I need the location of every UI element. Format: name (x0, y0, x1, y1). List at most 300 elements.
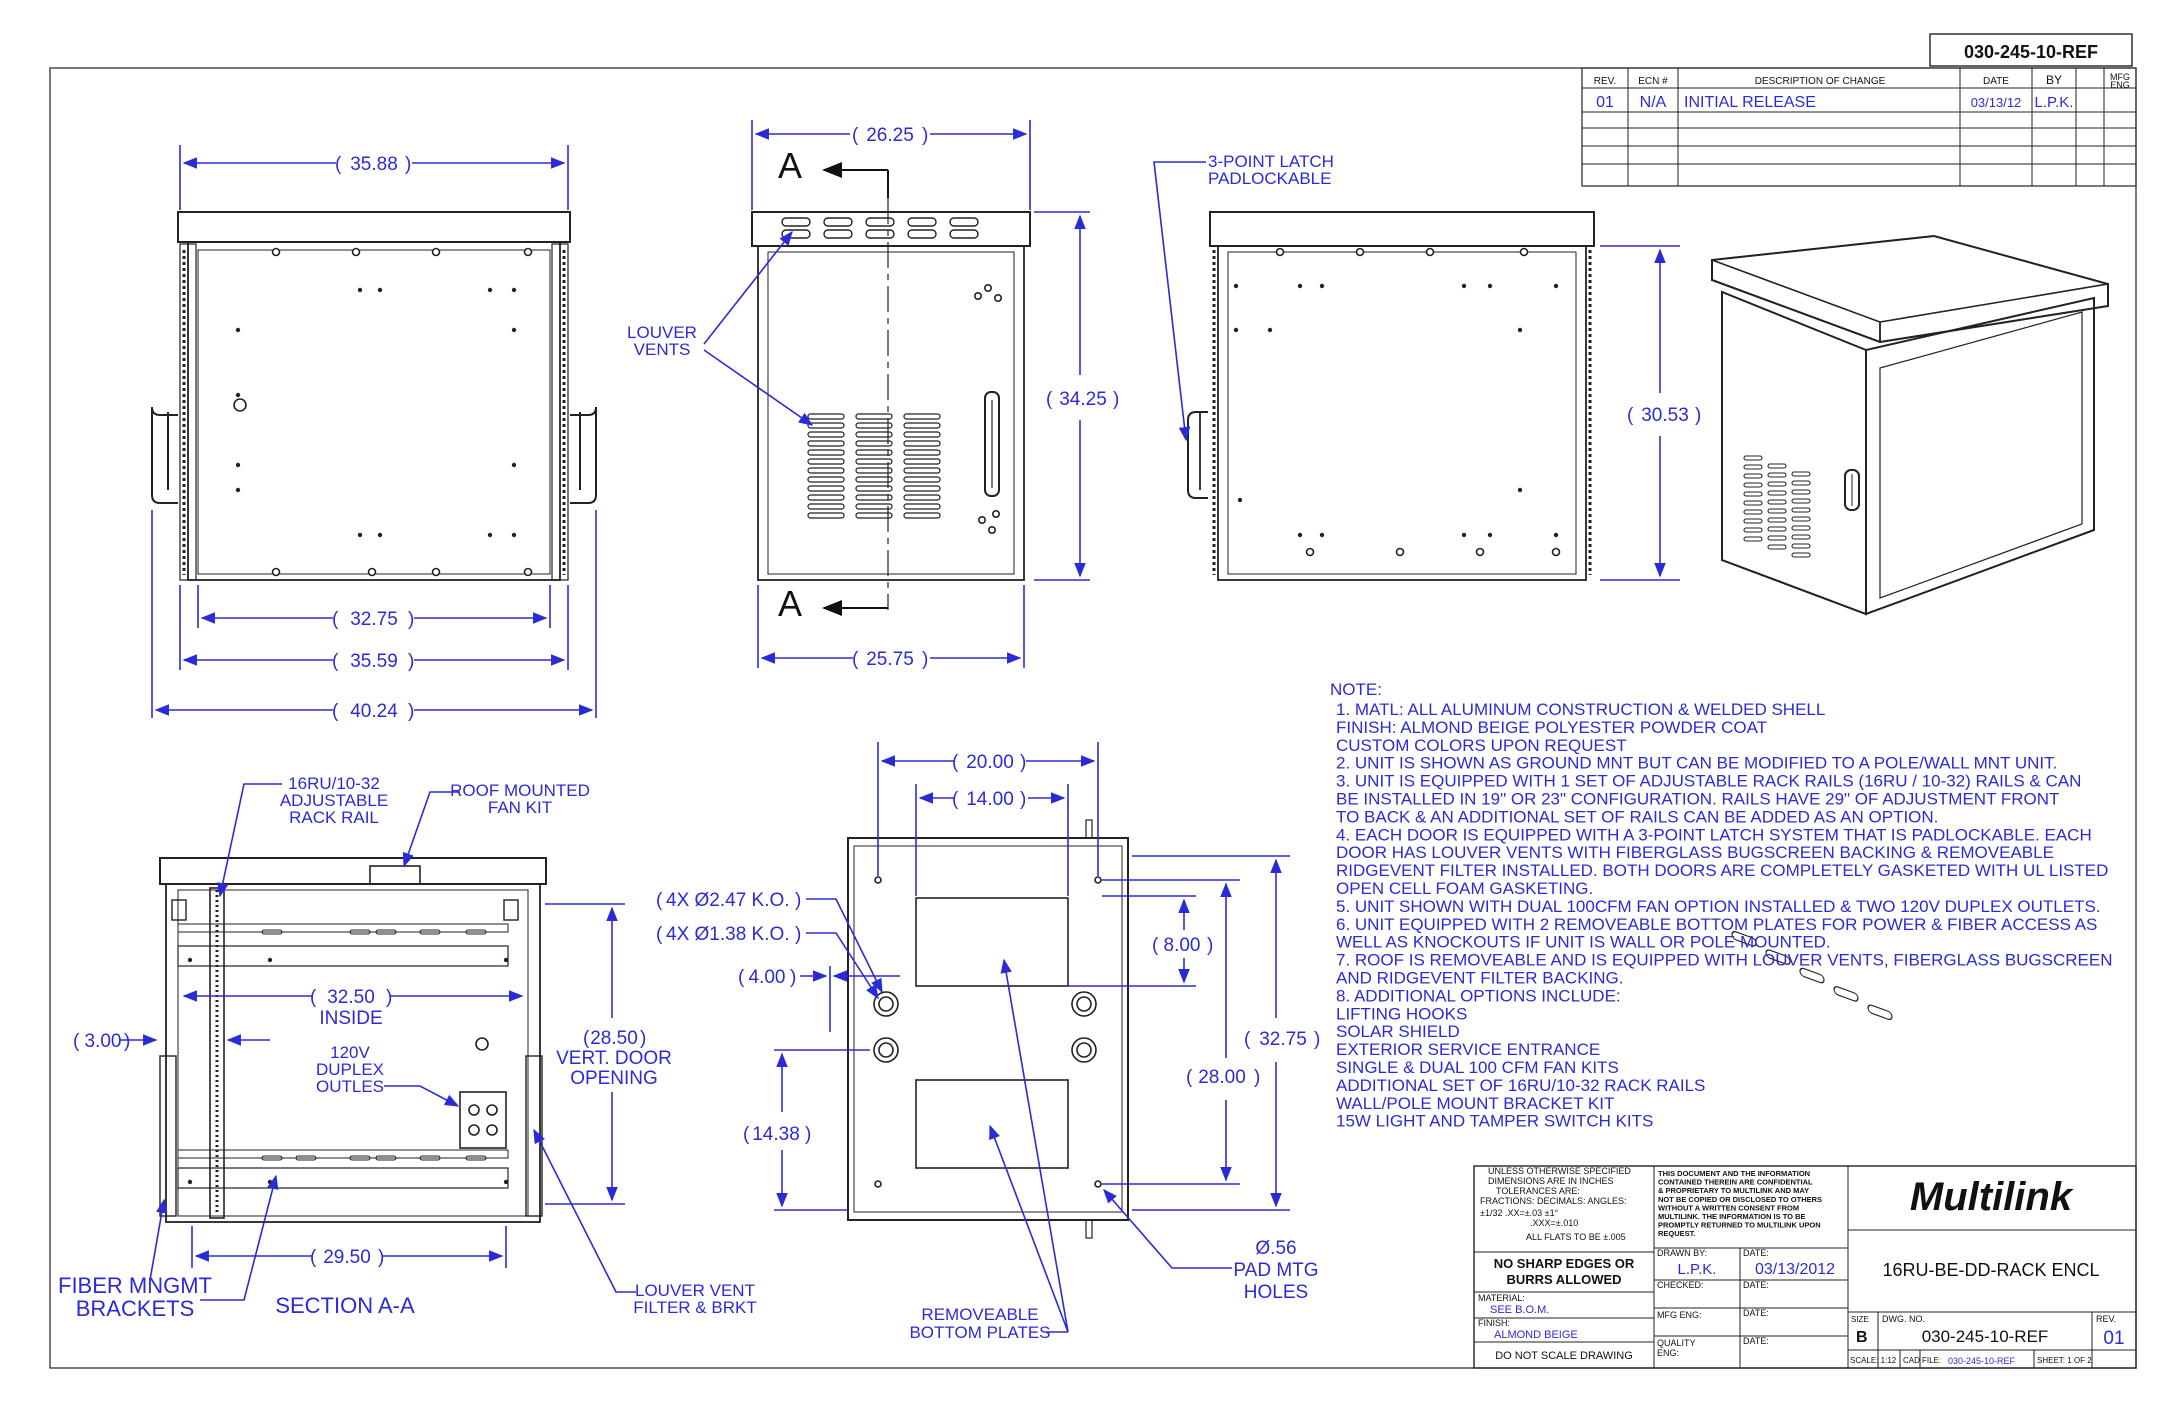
svg-text:30.53: 30.53 (1641, 405, 1689, 426)
fastener (1357, 249, 1364, 256)
note-line: 6. UNIT EQUIPPED WITH 2 REMOVEABLE BOTTOM PLATES FOR POWER & FIBER ACCESS AS (1336, 914, 2098, 934)
fastener (1554, 284, 1558, 288)
tolerance-line: TOLERANCES ARE: (1496, 1186, 1580, 1196)
fastener (236, 488, 240, 492)
louver-slot (1792, 517, 1810, 521)
drawn-by: L.P.K. (1677, 1261, 1717, 1278)
louver-slot (904, 468, 940, 473)
louver-slot (856, 468, 892, 473)
side-dim-34-25 (1034, 212, 1119, 580)
svg-text:35.59: 35.59 (350, 651, 398, 672)
fastener (525, 249, 532, 256)
notes (1330, 680, 2113, 1131)
svg-text:ROOF MOUNTED: ROOF MOUNTED (450, 781, 590, 800)
svg-text:(: ( (310, 987, 317, 1008)
louver-slot (856, 495, 892, 500)
section-dim-29-50 (192, 1226, 506, 1268)
louver-slot (808, 423, 844, 428)
fastener (1320, 533, 1324, 537)
svg-text:): ) (386, 987, 393, 1008)
front-view-fasteners (236, 249, 532, 576)
fastener (236, 393, 240, 397)
fastener (512, 328, 516, 332)
svg-text:20.00: 20.00 (966, 752, 1014, 773)
side-view (752, 198, 1030, 610)
front-view (152, 212, 596, 580)
louver-slot (904, 432, 940, 437)
note-line: OPEN CELL FOAM GASKETING. (1336, 879, 1594, 898)
louver-slot (808, 504, 844, 509)
note-line: 1. MATL: ALL ALUMINUM CONSTRUCTION & WELDED SHELL (1336, 700, 1826, 719)
rev-cell: 01 (1596, 94, 1614, 111)
svg-text:): ) (1254, 1067, 1261, 1088)
svg-text:MATERIAL:: MATERIAL: (1478, 1293, 1525, 1303)
svg-text:LOUVER: LOUVER (627, 323, 697, 342)
louver-slot (1768, 527, 1786, 531)
louver-slot (1800, 967, 1824, 984)
note-line: SINGLE & DUAL 100 CFM FAN KITS (1336, 1058, 1619, 1077)
svg-text:DATE:: DATE: (1743, 1280, 1769, 1290)
fastener (268, 1180, 272, 1184)
louver-slot (904, 441, 940, 446)
svg-text:): ) (795, 924, 802, 945)
bottom-dim-14-00 (916, 784, 1068, 896)
section-title: SECTION A-A (275, 1293, 415, 1318)
svg-text:FAN KIT: FAN KIT (487, 798, 553, 817)
fastener (995, 295, 1001, 301)
svg-text:Multilink: Multilink (1909, 1175, 2073, 1219)
svg-text:): ) (1207, 935, 1214, 956)
bottom-dim-8-00 (1068, 896, 1213, 986)
svg-text:(: ( (1046, 389, 1053, 410)
svg-text:40.24: 40.24 (350, 701, 398, 722)
svg-text:34.25: 34.25 (1059, 389, 1107, 410)
fastener (358, 533, 362, 537)
note-line: WALL/POLE MOUNT BRACKET KIT (1336, 1093, 1615, 1113)
svg-text:26.25: 26.25 (866, 125, 914, 146)
louver-slot (1792, 490, 1810, 494)
svg-text:3-POINT LATCH: 3-POINT LATCH (1208, 152, 1334, 171)
fastener (1462, 284, 1466, 288)
confidential-line: MULTILINK. THE INFORMATION IS TO BE (1658, 1212, 1806, 1221)
fastener (1298, 533, 1302, 537)
svg-text:A: A (777, 145, 803, 186)
louver-slot (1768, 518, 1786, 522)
fastener (1518, 488, 1522, 492)
svg-text:(: ( (952, 789, 959, 810)
louver-slot (808, 495, 844, 500)
rear-view (1188, 212, 1594, 580)
svg-text:): ) (922, 649, 929, 670)
section-dim-28-50 (545, 904, 672, 1204)
louver-slot (950, 230, 978, 238)
no-sharp-edges: NO SHARP EDGES OR (1493, 1256, 1635, 1271)
svg-text:): ) (1113, 389, 1120, 410)
svg-text:(: ( (73, 1031, 80, 1052)
rev-header: MFG (2110, 72, 2130, 82)
latch-callout (1154, 152, 1334, 440)
svg-text:4.00: 4.00 (748, 967, 786, 988)
svg-text:HOLES: HOLES (1243, 1282, 1309, 1303)
louver-slot (904, 495, 940, 500)
svg-text:030-245-10-REF: 030-245-10-REF (1963, 42, 2099, 62)
svg-text:): ) (805, 1124, 812, 1145)
svg-text:): ) (124, 1031, 131, 1052)
louver-slot (908, 218, 936, 226)
note-line: 2. UNIT IS SHOWN AS GROUND MNT BUT CAN BE MODIFIED TO A POLE/WALL MNT UNIT. (1336, 753, 2058, 773)
fastener (1554, 533, 1558, 537)
svg-text:): ) (405, 154, 412, 175)
louver-slot (1868, 1004, 1892, 1021)
drawn-date: 03/13/2012 (1754, 1261, 1836, 1278)
louver-slot (808, 468, 844, 473)
svg-text:(: ( (852, 649, 859, 670)
louver-slot (1744, 492, 1762, 496)
svg-text:(: ( (1244, 1029, 1251, 1050)
tolerance-line: FRACTIONS: DECIMALS: ANGLES: (1480, 1196, 1627, 1206)
louver-slot (856, 459, 892, 464)
svg-text:32.75: 32.75 (350, 609, 398, 630)
fastener (488, 288, 492, 292)
svg-text:MFG ENG:: MFG ENG: (1657, 1310, 1702, 1320)
svg-text:): ) (378, 1247, 385, 1268)
outlets-callout (316, 1043, 458, 1106)
svg-text:): ) (1695, 405, 1702, 426)
svg-text:OUTLES: OUTLES (315, 1077, 385, 1096)
svg-text:32.50: 32.50 (327, 987, 375, 1008)
svg-text:(: ( (952, 752, 959, 773)
svg-text:ENG: ENG (2110, 80, 2130, 90)
fastener (525, 569, 532, 576)
louver-slot (904, 423, 940, 428)
fastener (236, 328, 240, 332)
svg-text:LOUVER VENT: LOUVER VENT (635, 1281, 755, 1300)
fastener (358, 288, 362, 292)
svg-text:3.00: 3.00 (84, 1031, 122, 1052)
louver-slot (1744, 456, 1762, 460)
svg-text:(: ( (852, 125, 859, 146)
louver-slot (824, 218, 852, 226)
svg-text:BOTTOM PLATES: BOTTOM PLATES (909, 1323, 1051, 1342)
louver-slot (1744, 483, 1762, 487)
note-line: BE INSTALLED IN 19" OR 23" CONFIGURATION. RAILS HAVE 29" OF ADJUSTMENT FRONT (1336, 789, 2060, 809)
note-line: 4. EACH DOOR IS EQUIPPED WITH A 3-POINT LATCH SYSTEM THAT IS PADLOCKABLE. EACH (1336, 825, 2092, 845)
svg-text:): ) (408, 651, 415, 672)
svg-text:DWG. NO.: DWG. NO. (1882, 1314, 1925, 1324)
fastener (1234, 284, 1238, 288)
louver-slot (856, 450, 892, 455)
finish-value: ALMOND BEIGE (1494, 1329, 1578, 1341)
louver-slot (856, 432, 892, 437)
louver-slot (824, 230, 852, 238)
svg-text:QUALITY: QUALITY (1657, 1338, 1696, 1348)
note-line: FINISH: ALMOND BEIGE POLYESTER POWDER COAT (1336, 717, 1768, 737)
fastener (512, 533, 516, 537)
fastener (488, 533, 492, 537)
louver-slot (856, 441, 892, 446)
tolerance-line: UNLESS OTHERWISE SPECIFIED (1488, 1166, 1631, 1176)
confidential-line: THIS DOCUMENT AND THE INFORMATION (1658, 1169, 1811, 1178)
svg-text:(: ( (332, 651, 339, 672)
svg-text:14.00: 14.00 (966, 789, 1014, 810)
fastener (1477, 549, 1484, 556)
fastener (1277, 249, 1284, 256)
svg-text:): ) (790, 967, 797, 988)
fastener (512, 463, 516, 467)
louver-slot (1792, 535, 1810, 539)
louver-slot (1744, 510, 1762, 514)
svg-text:4X Ø1.38 K.O.: 4X Ø1.38 K.O. (666, 924, 790, 945)
louver-slot (904, 459, 940, 464)
louver-slot (856, 423, 892, 428)
rev-cell: N/A (1639, 94, 1667, 111)
fastener (1521, 249, 1528, 256)
svg-text:FILTER & BRKT: FILTER & BRKT (633, 1298, 757, 1317)
svg-text:PADLOCKABLE: PADLOCKABLE (1208, 169, 1332, 188)
louver-slot (808, 459, 844, 464)
fastener (236, 463, 240, 467)
svg-text:(: ( (310, 1247, 317, 1268)
fastener (353, 249, 360, 256)
louver-slot (1768, 473, 1786, 477)
svg-text:(: ( (1152, 935, 1159, 956)
fastener (378, 533, 382, 537)
svg-text:(: ( (656, 924, 663, 945)
svg-text:120V: 120V (330, 1043, 370, 1062)
louver-slot (1792, 481, 1810, 485)
svg-text:VENTS: VENTS (633, 340, 691, 359)
svg-text:): ) (1314, 1029, 1321, 1050)
pad-holes-callout (1104, 1190, 1319, 1303)
rear-dim-30-53 (1600, 246, 1701, 580)
note-line: WELL AS KNOCKOUTS IF UNIT IS WALL OR POLE MOUNTED. (1336, 932, 1831, 952)
fastener (1320, 284, 1324, 288)
louver-slot (1744, 474, 1762, 478)
rev-header: DATE (1983, 76, 2009, 87)
fastener (1488, 533, 1492, 537)
louver-slot (1768, 536, 1786, 540)
louver-slot (856, 486, 892, 491)
sheet-size: B (1856, 1329, 1868, 1346)
svg-text:(: ( (1627, 405, 1634, 426)
fastener (1427, 249, 1434, 256)
fastener (268, 958, 272, 962)
confidential-line: NOT BE COPIED OR DISCLOSED TO OTHERS (1658, 1194, 1823, 1204)
louver-slot (856, 504, 892, 509)
svg-text:(: ( (738, 967, 745, 988)
fastener (188, 958, 192, 962)
fastener (979, 517, 985, 523)
note-line: DOOR HAS LOUVER VENTS WITH FIBERGLASS BUGSCREEN BACKING & REMOVEABLE (1336, 843, 2054, 863)
svg-text:(: ( (743, 1124, 750, 1145)
confidential-line: REQUEST. (1658, 1229, 1696, 1239)
svg-text:(: ( (583, 1028, 590, 1049)
fastener (1553, 549, 1560, 556)
note-line: 3. UNIT IS EQUIPPED WITH 1 SET OF ADJUSTABLE RACK RAILS (16RU / 10-32) RAILS & CAN (1336, 771, 2082, 791)
svg-text:INSIDE: INSIDE (319, 1008, 383, 1029)
section-dim-3-00 (73, 1031, 270, 1052)
rev-cell: INITIAL RELEASE (1684, 94, 1816, 111)
louver-slot (904, 504, 940, 509)
louver-slot (950, 218, 978, 226)
fastener (504, 958, 508, 962)
fastener (1268, 328, 1272, 332)
svg-text:(: ( (332, 609, 339, 630)
svg-text:SCALE: 1:12: SCALE: 1:12 (1850, 1356, 1897, 1365)
fastener (188, 1180, 192, 1184)
fastener (1298, 284, 1302, 288)
confidential-text (1658, 1169, 1822, 1238)
fastener (504, 1180, 508, 1184)
rev-header: BY (2045, 73, 2063, 87)
svg-text:RACK RAIL: RACK RAIL (289, 808, 379, 827)
fastener (1397, 549, 1404, 556)
note-line: 7. ROOF IS REMOVEABLE AND IS EQUIPPED WITH LOUVER VENTS, FIBERGLASS BUGSCREEN (1336, 950, 2113, 970)
louver-slot (808, 414, 844, 419)
drawing-title: 16RU-BE-DD-RACK ENCL (1882, 1260, 2100, 1280)
svg-text:14.38: 14.38 (752, 1124, 800, 1145)
louver-slot (1792, 472, 1810, 476)
louver-slot (1744, 519, 1762, 523)
svg-text:CHECKED:: CHECKED: (1657, 1280, 1704, 1290)
svg-text:DUPLEX: DUPLEX (315, 1060, 385, 1079)
svg-text:BRACKETS: BRACKETS (75, 1296, 195, 1321)
fastener (985, 285, 991, 291)
louver-slot (1744, 528, 1762, 532)
svg-text:VERT. DOOR: VERT. DOOR (556, 1048, 672, 1069)
section-view (160, 858, 546, 1222)
svg-text:8.00: 8.00 (1163, 935, 1201, 956)
svg-text:DRAWN BY:: DRAWN BY: (1657, 1248, 1708, 1258)
rack-rail-callout (220, 774, 388, 896)
rear-view-fasteners (1234, 249, 1560, 556)
louver-slot (808, 432, 844, 437)
fastener (993, 511, 999, 517)
fastener (1488, 284, 1492, 288)
fiber-callout (58, 1176, 276, 1321)
svg-text:PAD MTG: PAD MTG (1233, 1260, 1319, 1281)
tolerance-text (1480, 1166, 1631, 1242)
isometric-view (1712, 236, 2108, 614)
svg-text:DATE:: DATE: (1743, 1336, 1769, 1346)
louver-slot (908, 230, 936, 238)
confidential-line: PROMPTLY RETURNED TO MULTILINK UPON (1658, 1220, 1821, 1230)
fastener (512, 288, 516, 292)
svg-text:): ) (922, 125, 929, 146)
note-line: SOLAR SHIELD (1336, 1022, 1460, 1042)
side-view-louvers (782, 218, 1001, 533)
louver-slot (1792, 526, 1810, 530)
louver-slot (1744, 465, 1762, 469)
louver-slot (904, 513, 940, 518)
note-line: 5. UNIT SHOWN WITH DUAL 100CFM FAN OPTION INSTALLED & TWO 120V DUPLEX OUTLETS. (1336, 896, 2101, 916)
louver-slot (808, 513, 844, 518)
svg-text:A: A (777, 583, 803, 624)
svg-text:): ) (1020, 789, 1027, 810)
fastener (1307, 549, 1314, 556)
svg-text:35.88: 35.88 (350, 154, 398, 175)
louver-slot (782, 230, 810, 238)
louver-slot (856, 513, 892, 518)
louver-slot (808, 450, 844, 455)
svg-text:OPENING: OPENING (570, 1068, 658, 1089)
bottom-dim-14-38 (743, 1050, 870, 1210)
svg-text:DATE:: DATE: (1743, 1308, 1769, 1318)
note-line: AND RIDGEVENT FILTER BACKING. (1336, 968, 1624, 988)
rev-header: ECN # (1638, 76, 1668, 87)
material-value: SEE B.O.M. (1490, 1304, 1550, 1316)
louver-slot (1744, 501, 1762, 505)
fastener (369, 569, 376, 576)
fastener (1238, 498, 1242, 502)
rev-cell: L.P.K. (2034, 94, 2074, 111)
rev-header: REV. (1593, 76, 1617, 87)
rev-header: DESCRIPTION OF CHANGE (1754, 76, 1886, 87)
svg-text:(: ( (1186, 1067, 1193, 1088)
svg-text:REV.: REV. (2096, 1314, 2117, 1324)
svg-text:25.75: 25.75 (866, 649, 914, 670)
louver-slot (1768, 545, 1786, 549)
fastener (1462, 533, 1466, 537)
revision: 01 (2103, 1328, 2125, 1349)
note-line: EXTERIOR SERVICE ENTRANCE (1336, 1040, 1601, 1060)
tolerance-line: .XXX=±.010 (1530, 1218, 1579, 1228)
confidential-line: & PROPRIETARY TO MULTILINK AND MAY (1658, 1186, 1810, 1196)
fastener (1518, 328, 1522, 332)
front-dim-32-75 (198, 585, 550, 630)
svg-text:16RU/10-32: 16RU/10-32 (288, 774, 380, 793)
louver-slot (904, 477, 940, 482)
bottom-view (848, 820, 1128, 1238)
svg-text:): ) (408, 609, 415, 630)
louver-slot (866, 218, 894, 226)
fastener (1234, 328, 1238, 332)
louver-slot (1768, 464, 1786, 468)
fastener (989, 527, 995, 533)
drawing-number: 030-245-10-REF (1921, 1327, 2049, 1346)
louver-slot (1792, 508, 1810, 512)
louver-slot (782, 218, 810, 226)
drawing-number-box (1930, 34, 2132, 66)
louver-slot (808, 477, 844, 482)
svg-text:CAD: CAD (1903, 1356, 1920, 1365)
tolerance-line: DIMENSIONS ARE IN INCHES (1488, 1176, 1614, 1186)
fan-kit-callout (404, 781, 590, 866)
note-line: ADDITIONAL SET OF 16RU/10-32 RACK RAILS (1336, 1075, 1706, 1095)
svg-text:(: ( (332, 701, 339, 722)
svg-text:BURRS ALLOWED: BURRS ALLOWED (1506, 1272, 1622, 1287)
louver-slot (904, 414, 940, 419)
louver-slot (808, 441, 844, 446)
do-not-scale: DO NOT SCALE DRAWING (1495, 1350, 1633, 1362)
svg-text:FILE:: FILE: (1922, 1356, 1942, 1365)
note-line: TO BACK & AN ADDITIONAL SET OF RAILS CAN BE ADDED AS AN OPTION. (1336, 807, 1939, 827)
fastener (433, 249, 440, 256)
svg-text:29.50: 29.50 (323, 1247, 371, 1268)
note-line: 8. ADDITIONAL OPTIONS INCLUDE: (1336, 986, 1621, 1006)
plates-callout (909, 960, 1068, 1342)
louver-slot (856, 414, 892, 419)
svg-text:): ) (1020, 752, 1027, 773)
louver-slot (1744, 537, 1762, 541)
fastener (975, 293, 981, 299)
fastener (433, 569, 440, 576)
note-line: CUSTOM COLORS UPON REQUEST (1336, 735, 1627, 755)
svg-text:(: ( (335, 154, 342, 175)
svg-text:SIZE: SIZE (1851, 1315, 1869, 1324)
louver-slot (1768, 500, 1786, 504)
confidential-line: WITHOUT A WRITTEN CONSENT FROM (1658, 1203, 1800, 1213)
